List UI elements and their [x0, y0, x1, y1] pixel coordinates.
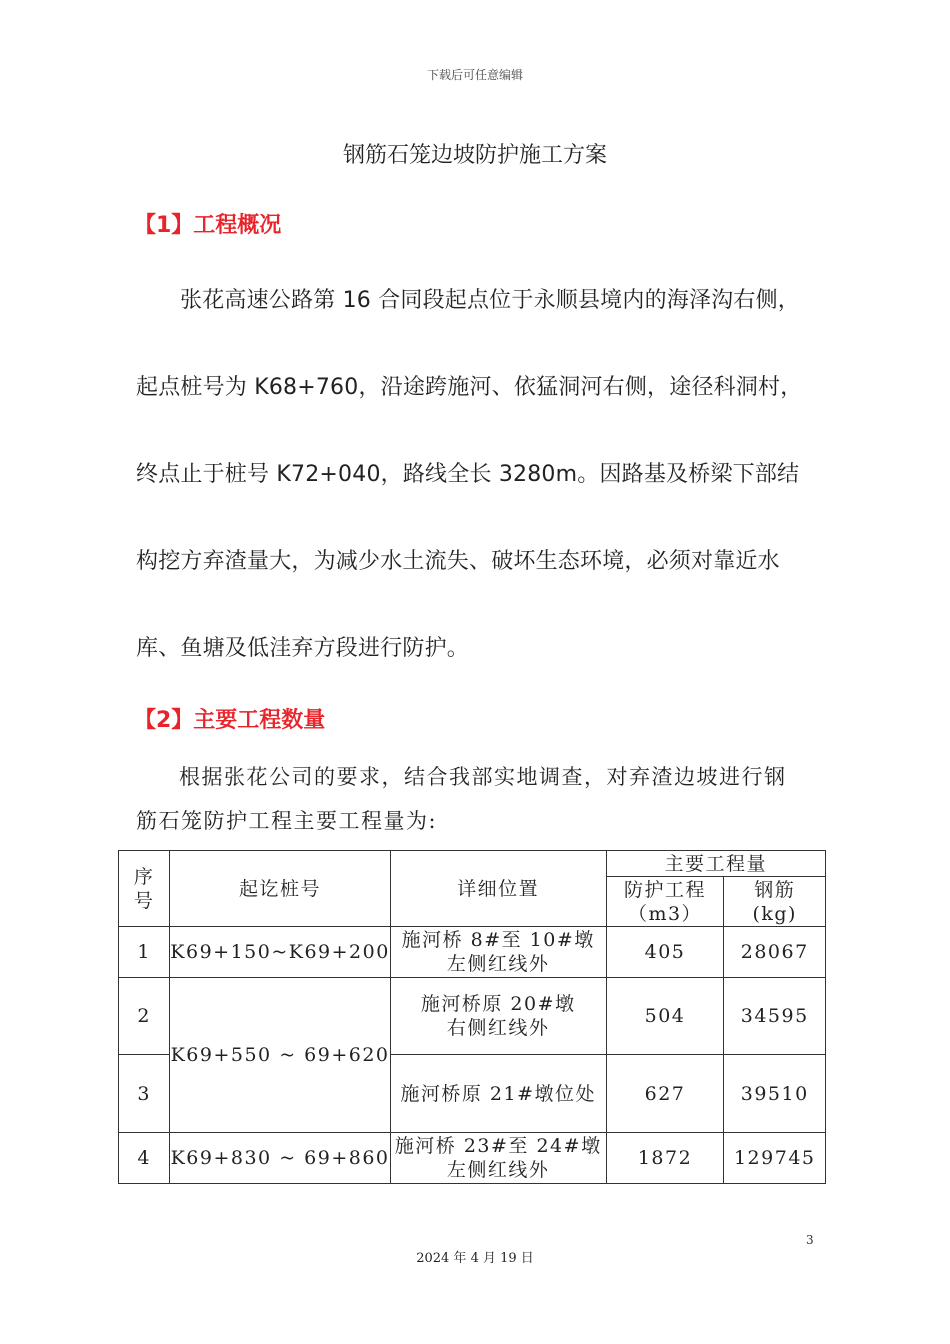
cell-rebar: 129745 [724, 1133, 826, 1184]
overview-line: 起点桩号为 K68+760，沿途跨施河、依猛洞河右侧，途径科洞村， [136, 375, 803, 400]
intro-line: 根据张花公司的要求，结合我部实地调查，对弃渣边坡进行钢 [179, 765, 787, 789]
location-line: 右侧红线外 [446, 1017, 550, 1039]
quantities-intro [136, 755, 826, 843]
location-line: 施河桥原 20#墩 [420, 993, 576, 1015]
header-note: 下载后可任意编辑 [426, 68, 523, 82]
cell-station: K69+550 ~ 69+620 [170, 978, 391, 1133]
cell-seq: 3 [119, 1055, 170, 1133]
cell-rebar: 39510 [724, 1055, 826, 1133]
cell-rebar: 34595 [724, 978, 826, 1055]
header-rebar-unit: (kg) [752, 902, 797, 925]
cell-location [390, 978, 606, 1055]
cell-location [390, 927, 606, 978]
section-heading-quantities: 【2】主要工程数量 [134, 708, 326, 733]
header-seq-label: 序号 [133, 865, 155, 912]
quantities-table [118, 850, 826, 1184]
table-row [119, 927, 826, 978]
cell-protection: 504 [606, 978, 724, 1055]
section-heading-overview: 【1】工程概况 [134, 213, 282, 238]
cell-protection: 627 [606, 1055, 724, 1133]
footer-date: 2024 年 4 月 19 日 [416, 1251, 534, 1266]
cell-protection: 1872 [606, 1133, 724, 1184]
intro-line: 筋石笼防护工程主要工程量为: [136, 809, 438, 833]
header-protection-label: 防护工程 [624, 878, 707, 901]
cell-seq: 2 [119, 978, 170, 1055]
cell-rebar: 28067 [724, 927, 826, 978]
header-rebar-label: 钢筋 [754, 878, 796, 901]
cell-protection: 405 [606, 927, 724, 978]
header-main-quantity: 主要工程量 [606, 851, 825, 877]
header-protection [606, 877, 724, 927]
overview-line: 终点止于桩号 K72+040，路线全长 3280m。因路基及桥梁下部结 [136, 462, 800, 487]
cell-seq: 1 [119, 927, 170, 978]
cell-location: 施河桥原 21#墩位处 [390, 1055, 606, 1133]
page-number: 3 [806, 1233, 814, 1247]
cell-station: K69+150~K69+200 [170, 927, 391, 978]
header-location: 详细位置 [390, 851, 606, 927]
overview-line: 库、鱼塘及低洼弃方段进行防护。 [136, 636, 470, 661]
location-line: 施河桥 8#至 10#墩 [401, 929, 595, 951]
location-line: 左侧红线外 [446, 953, 550, 975]
cell-location [390, 1133, 606, 1184]
location-line: 施河桥 23#至 24#墩 [394, 1135, 602, 1157]
table-row [119, 978, 826, 1055]
cell-seq: 4 [119, 1133, 170, 1184]
location-line: 左侧红线外 [446, 1159, 550, 1181]
cell-station: K69+830 ~ 69+860 [170, 1133, 391, 1184]
table-row [119, 1133, 826, 1184]
document-title: 钢筋石笼边坡防护施工方案 [342, 143, 607, 168]
overview-line: 构挖方弃渣量大，为减少水土流失、破坏生态环境，必须对靠近水 [136, 549, 780, 574]
overview-line: 张花高速公路第 16 合同段起点位于永顺县境内的海泽沟右侧， [180, 288, 800, 313]
header-rebar [724, 877, 826, 927]
header-protection-unit: （m3） [627, 902, 703, 925]
header-seq [119, 851, 170, 927]
header-station: 起讫桩号 [170, 851, 391, 927]
